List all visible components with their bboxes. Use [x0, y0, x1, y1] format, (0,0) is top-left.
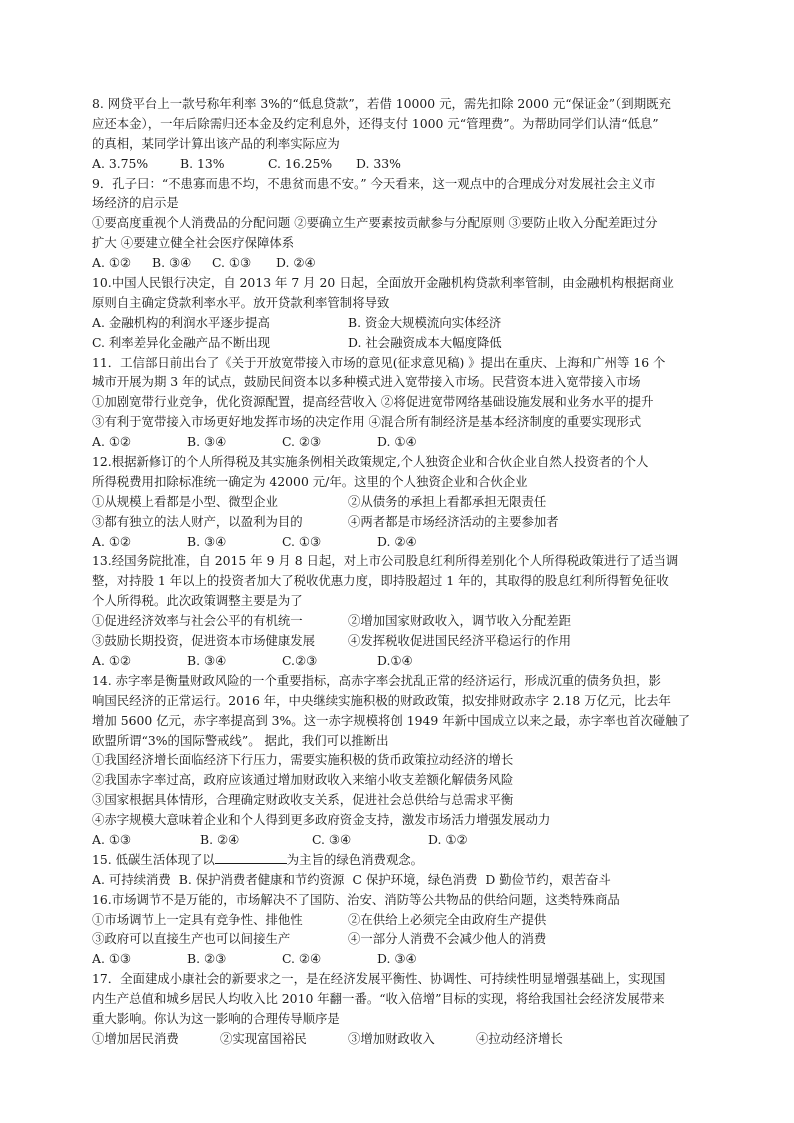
statement-2: ②增加国家财政收入，调节收入分配差距 — [348, 613, 572, 629]
question-stem-line: 8. 网贷平台上一款号称年利率 3%的“低息贷款”，若借 10000 元，需先扣除 2000 元“保证金”（到期既充 — [92, 96, 671, 111]
statement-1: ①市场调节上一定具有竞争性、排他性 — [92, 911, 303, 927]
statement-1: ①增加居民消费 — [92, 1030, 179, 1046]
statement-pair-row — [92, 492, 702, 512]
question-list — [92, 94, 702, 1049]
option-c: C.②③ — [282, 652, 318, 668]
option-d: D. ②④ — [377, 533, 417, 549]
option-d: D. ①② — [428, 831, 468, 847]
option-d: D 勤俭节约，艰苦奋斗 — [485, 871, 611, 887]
option-b: B. ③④ — [187, 434, 227, 450]
statement-3: ③政府可以直接生产也可以间接生产 — [92, 931, 291, 947]
statement-4: ④一部分人消费不会减少他人的消费 — [348, 931, 547, 947]
statement-3: ③都有独立的法人财产，以盈利为目的 — [92, 513, 303, 529]
option-a: A. 3.75% — [92, 155, 149, 171]
option-c: C. ①③ — [212, 255, 252, 271]
statement-1: ①我国经济增长面临经济下行压力，需要实施积极的货币政策拉动经济的增长 — [92, 752, 514, 768]
question-stem-line: 13.经国务院批准，自 2015 年 9 月 8 日起，对上市公司股息红利所得差别化个人所得税政策进行了适当调 — [92, 553, 679, 569]
option-c: C 保护环境，绿色消费 — [352, 871, 478, 887]
question-stem-line: 的真相，某同学计算出该产品的利率实际应为 — [92, 135, 340, 151]
statement-2: ②实现富国裕民 — [220, 1030, 307, 1046]
option-b: B. ②④ — [200, 831, 240, 847]
answer-options — [92, 532, 702, 552]
statement-1: ①促进经济效率与社会公平的有机统一 — [92, 613, 303, 629]
option-d: D. ②④ — [276, 255, 316, 271]
answer-options — [92, 253, 702, 273]
option-d: D. ③④ — [377, 951, 417, 967]
option-pair-row — [92, 313, 702, 333]
question-14 — [92, 671, 702, 850]
statement-2: ②我国赤字率过高，政府应该通过增加财政收入来缩小收支差额化解债务风险 — [92, 772, 514, 788]
option-c: C. ②④ — [282, 951, 322, 967]
option-c: C. 16.25% — [268, 155, 333, 171]
question-8 — [92, 94, 702, 174]
statement-4: ④赤字规模大意味着企业和个人得到更多政府资金支持，激发市场活力增强发展动力 — [92, 812, 551, 828]
stem-text-after-blank: 为主旨的绿色消费观念。 — [286, 851, 424, 867]
question-stem-line: 10.中国人民银行决定，自 2013 年 7 月 20 日起，全面放开金融机构贷款利率管制，由金融机构根据商业 — [92, 275, 674, 291]
option-a: A. ①③ — [92, 831, 132, 847]
question-stem-line: 9．孔子曰：“不患寡而患不均，不患贫而患不安。” 今天看来，这一观点中的合理成分对发展社会主义市 — [92, 175, 656, 191]
statement-2: ②从债务的承担上看都承担无限责任 — [348, 493, 547, 509]
question-stem-line — [92, 850, 702, 870]
statement-pair-row — [92, 611, 702, 631]
statement-pair-row — [92, 512, 702, 532]
stem-text-before-blank: 15. 低碳生活体现了以 — [92, 851, 215, 867]
option-d: D. 社会融资成本大幅度降低 — [348, 334, 502, 350]
option-a: A. 金融机构的利润水平逐步提高 — [92, 314, 270, 330]
statement-pair-row — [92, 929, 702, 949]
question-stem-line: 个人所得税。此次政策调整主要是为了 — [92, 593, 303, 609]
question-stem-line: ①要高度重视个人消费品的分配问题 ②要确立生产要素按贡献参与分配原则 ③要防止收入分配差距过分 — [92, 215, 658, 231]
statement-pair-row — [92, 910, 702, 930]
question-11 — [92, 353, 702, 452]
question-stem-line: 城市开展为期 3 年的试点，鼓励民间资本以多种模式进入宽带接入市场。民营资本进入宽带接入市场 — [92, 374, 641, 390]
statement-list — [92, 1029, 702, 1049]
question-stem-line: ①加剧宽带行业竞争，优化资源配置，提高经营收入 ②将促进宽带网络基础设施发展和业务水平的提升 — [92, 394, 654, 410]
question-stem-line: 11．工信部日前出台了《关于开放宽带接入市场的意见(征求意见稿) 》提出在重庆、上海和广州等 16 个 — [92, 354, 666, 370]
option-c: C. 利率差异化金融产品不断出现 — [92, 334, 270, 350]
option-a: A. ①② — [92, 255, 132, 271]
question-stem-line: 17．全面建成小康社会的新要求之一，是在经济发展平衡性、协调性、可持续性明显增强基础上，实现国 — [92, 971, 666, 987]
question-stem-line: 14. 赤字率是衡量财政风险的一个重要指标，高赤字率会扰乱正常的经济运行，形成沉重的债务负担，影 — [92, 672, 661, 688]
answer-options — [92, 154, 702, 174]
answer-options — [92, 432, 702, 452]
answer-options — [92, 870, 702, 890]
question-13 — [92, 551, 702, 670]
question-stem-line: ③有利于宽带接入市场更好地发挥市场的决定作用 ④混合所有制经济是基本经济制度的重要实现形式 — [92, 414, 642, 430]
statement-pair-row — [92, 631, 702, 651]
question-stem-line: 重大影响。你认为这一影响的合理传导顺序是 — [92, 1010, 340, 1026]
option-d: D. ①④ — [377, 434, 417, 450]
question-stem-line: 响国民经济的正常运行。2016 年，中央继续实施积极的财政政策，拟安排财政赤字 2.18 万亿元，比去年 — [92, 692, 671, 708]
option-b: B. 13% — [180, 155, 225, 171]
option-pair-row — [92, 333, 702, 353]
question-16 — [92, 890, 702, 970]
statement-4: ④拉动经济增长 — [476, 1030, 563, 1046]
option-c: C. ①③ — [282, 533, 322, 549]
option-b: B. ③④ — [187, 533, 227, 549]
statement-4: ④两者都是市场经济活动的主要参加者 — [348, 513, 559, 529]
answer-options — [92, 949, 702, 969]
answer-blank — [215, 851, 287, 864]
question-stem-line: 应还本金），一年后除需归还本金及约定利息外，还得支付 1000 元“管理费”。为帮助同学们认清“低息” — [92, 115, 659, 131]
option-d: D. 33% — [356, 155, 401, 171]
question-stem-line: 扩大 ④要建立健全社会医疗保障体系 — [92, 235, 295, 251]
question-15 — [92, 850, 702, 890]
question-17 — [92, 969, 702, 1049]
question-stem-line: 所得税费用扣除标准统一确定为 42000 元/年。这里的个人独资企业和合伙企业 — [92, 473, 528, 489]
option-b: B. ②③ — [187, 951, 227, 967]
answer-options — [92, 830, 702, 850]
statement-3: ③增加财政收入 — [348, 1030, 435, 1046]
option-a: A. 可持续消费 — [92, 871, 171, 887]
option-a: A. ①② — [92, 533, 132, 549]
option-c: C. ③④ — [312, 831, 352, 847]
statement-3: ③鼓励长期投资，促进资本市场健康发展 — [92, 633, 316, 649]
question-stem-line: 欧盟所谓“3%的国际警戒线”。 据此，我们可以推断出 — [92, 732, 389, 748]
question-stem-line: 内生产总值和城乡居民人均收入比 2010 年翻一番。“收入倍增”目标的实现，将给我国社会经济发展带来 — [92, 991, 665, 1007]
question-10 — [92, 273, 702, 353]
option-b: B. ③④ — [187, 652, 227, 668]
question-stem-line: 16.市场调节不是万能的，市场解决不了国防、治安、消防等公共物品的供给问题，这类特殊商品 — [92, 891, 620, 907]
option-b: B. 保护消费者健康和节约资源 — [178, 871, 345, 887]
option-a: A. ①② — [92, 652, 132, 668]
option-c: C. ②③ — [282, 434, 322, 450]
statement-1: ①从规模上看都是小型、微型企业 — [92, 493, 278, 509]
option-a: A. ①③ — [92, 951, 132, 967]
option-a: A. ①② — [92, 434, 132, 450]
question-12 — [92, 452, 702, 551]
option-b: B. ③④ — [152, 255, 192, 271]
option-b: B. 资金大规模流向实体经济 — [348, 314, 502, 330]
statement-4: ④发挥税收促进国民经济平稳运行的作用 — [348, 633, 572, 649]
question-9 — [92, 174, 702, 273]
question-stem-line: 12.根据新修订的个人所得税及其实施条例相关政策规定,个人独资企业和合伙企业自然人投资者的个人 — [92, 454, 649, 470]
statement-2: ②在供给上必须完全由政府生产提供 — [348, 911, 547, 927]
question-stem-line: 原则自主确定贷款利率水平。放开贷款利率管制将导致 — [92, 294, 390, 310]
answer-options — [92, 651, 702, 671]
statement-3: ③国家根据具体情形，合理确定财政收支关系，促进社会总供给与总需求平衡 — [92, 792, 514, 808]
option-d: D.①④ — [377, 652, 413, 668]
question-stem-line: 整，对持股 1 年以上的投资者加大了税收优惠力度，即持股超过 1 年的，其取得的股息红利所得暂免征收 — [92, 573, 669, 589]
question-stem-line: 增加 5600 亿元，赤字率提高到 3%。这一赤字规模将创 1949 年新中国成立以来之最，赤字率也首次碰触了 — [92, 712, 691, 728]
question-stem-line: 场经济的启示是 — [92, 195, 179, 211]
